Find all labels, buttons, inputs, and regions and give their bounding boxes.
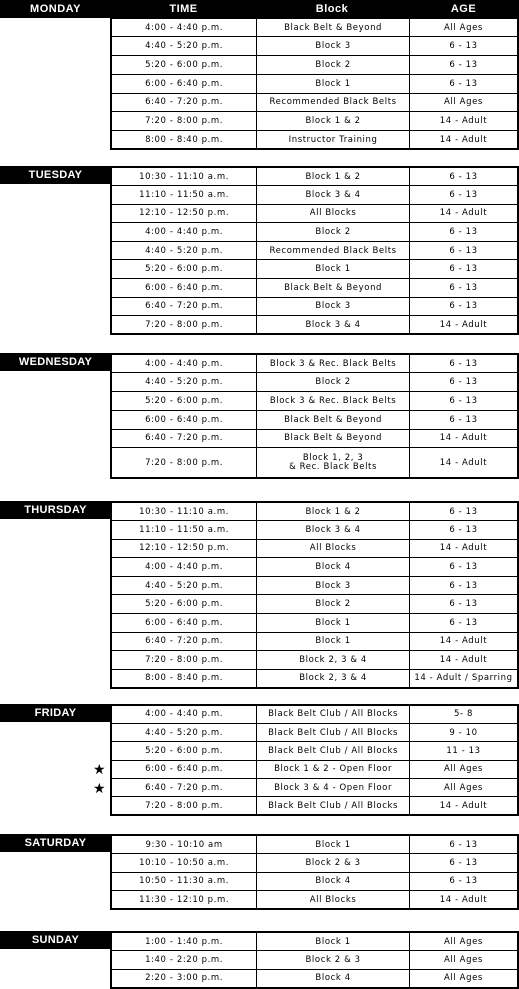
class-age-cell: 6 - 13 <box>409 56 518 75</box>
class-time-cell: 4:00 - 4:40 p.m. <box>111 705 257 723</box>
class-row <box>111 539 518 558</box>
class-age-cell: 6 - 13 <box>409 576 518 595</box>
class-row <box>111 112 518 131</box>
class-row <box>111 373 518 392</box>
class-row <box>111 354 518 373</box>
class-row <box>111 705 518 723</box>
class-age-cell: All Ages <box>409 93 518 112</box>
class-block-cell: Block 2 <box>257 56 410 75</box>
class-time-cell: 4:40 - 5:20 p.m. <box>111 723 257 741</box>
class-block-cell: Block 4 <box>257 558 410 577</box>
day-label-wednesday: WEDNESDAY <box>0 353 111 371</box>
class-block-cell: Block 2 <box>257 223 410 242</box>
class-age-cell: All Ages <box>409 951 518 970</box>
class-block-cell: Block 1 & 2 - Open Floor <box>257 760 410 778</box>
star-icon: ★ <box>93 762 106 779</box>
schedule-header <box>0 0 519 18</box>
class-age-cell: 6 - 13 <box>409 521 518 540</box>
class-age-cell: 14 - Adult <box>409 204 518 223</box>
class-block-cell: Block 3 <box>257 37 410 56</box>
class-block-cell: Black Belt Club / All Blocks <box>257 705 410 723</box>
class-time-cell: 4:00 - 4:40 p.m. <box>111 558 257 577</box>
class-block-cell: Instructor Training <box>257 131 410 150</box>
class-age-cell: 6 - 13 <box>409 186 518 205</box>
class-age-cell: 6 - 13 <box>409 167 518 186</box>
schedule-table-sunday <box>110 931 519 989</box>
class-row <box>111 131 518 150</box>
class-block-cell: Block 2, 3 & 4 <box>257 651 410 670</box>
class-age-cell: All Ages <box>409 18 518 37</box>
class-time-cell: 12:10 - 12:50 p.m. <box>111 539 257 558</box>
class-row <box>111 186 518 205</box>
class-block-cell: Black Belt Club / All Blocks <box>257 797 410 815</box>
class-row <box>111 835 518 854</box>
class-row <box>111 502 518 521</box>
class-age-cell: 14 - Adult <box>409 316 518 335</box>
class-row <box>111 93 518 112</box>
class-age-cell: 6 - 13 <box>409 872 518 891</box>
schedule-table-thursday <box>110 501 519 689</box>
class-block-cell: Block 1, 2, 3 & Rec. Black Belts <box>257 448 410 478</box>
class-time-cell: 6:00 - 6:40 p.m. <box>111 74 257 93</box>
class-age-cell: All Ages <box>409 932 518 951</box>
class-block-cell: Block 2, 3 & 4 <box>257 669 410 688</box>
class-block-cell: All Blocks <box>257 891 410 910</box>
class-age-cell: 14 - Adult / Sparring <box>409 669 518 688</box>
class-age-cell: 6 - 13 <box>409 373 518 392</box>
class-row <box>111 595 518 614</box>
class-row <box>111 779 518 797</box>
class-row <box>111 614 518 633</box>
class-block-cell: Block 3 <box>257 576 410 595</box>
class-block-cell: Block 4 <box>257 969 410 988</box>
class-block-cell: Block 3 <box>257 297 410 316</box>
class-block-cell: Block 2 <box>257 595 410 614</box>
class-row <box>111 669 518 688</box>
class-block-cell: Block 2 & 3 <box>257 854 410 873</box>
class-age-cell: 6 - 13 <box>409 614 518 633</box>
class-time-cell: 4:40 - 5:20 p.m. <box>111 241 257 260</box>
class-row <box>111 204 518 223</box>
class-time-cell: 12:10 - 12:50 p.m. <box>111 204 257 223</box>
class-block-cell: All Blocks <box>257 204 410 223</box>
class-row <box>111 167 518 186</box>
class-row <box>111 297 518 316</box>
class-time-cell: 11:10 - 11:50 a.m. <box>111 186 257 205</box>
class-time-cell: 10:30 - 11:10 a.m. <box>111 502 257 521</box>
class-row <box>111 872 518 891</box>
class-row <box>111 891 518 910</box>
schedule-table-tuesday <box>110 166 519 335</box>
class-age-cell: 6 - 13 <box>409 835 518 854</box>
day-label-tuesday: TUESDAY <box>0 166 111 184</box>
class-block-cell: Black Belt & Beyond <box>257 279 410 298</box>
class-block-cell: Recommended Black Belts <box>257 241 410 260</box>
day-label-saturday: SATURDAY <box>0 834 111 852</box>
class-time-cell: 6:40 - 7:20 p.m. <box>111 779 257 797</box>
class-time-cell: 5:20 - 6:00 p.m. <box>111 56 257 75</box>
class-age-cell: 14 - Adult <box>409 448 518 478</box>
class-row <box>111 316 518 335</box>
day-label-friday: FRIDAY <box>0 704 111 722</box>
class-age-cell: 14 - Adult <box>409 112 518 131</box>
class-time-cell: 5:20 - 6:00 p.m. <box>111 260 257 279</box>
class-block-cell: Black Belt & Beyond <box>257 410 410 429</box>
class-time-cell: 9:30 - 10:10 am <box>111 835 257 854</box>
class-time-cell: 1:40 - 2:20 p.m. <box>111 951 257 970</box>
class-time-cell: 4:00 - 4:40 p.m. <box>111 354 257 373</box>
class-row <box>111 797 518 815</box>
class-age-cell: 6 - 13 <box>409 595 518 614</box>
class-row <box>111 651 518 670</box>
class-time-cell: 10:30 - 11:10 a.m. <box>111 167 257 186</box>
class-row <box>111 260 518 279</box>
class-block-cell: Black Belt Club / All Blocks <box>257 723 410 741</box>
class-time-cell: 7:20 - 8:00 p.m. <box>111 797 257 815</box>
class-age-cell: All Ages <box>409 760 518 778</box>
block-column-header: Block <box>315 3 349 15</box>
class-block-cell: Block 1 & 2 <box>257 112 410 131</box>
class-time-cell: 4:40 - 5:20 p.m. <box>111 373 257 392</box>
class-time-cell: 6:00 - 6:40 p.m. <box>111 279 257 298</box>
class-block-cell: Block 1 & 2 <box>257 167 410 186</box>
schedule-table-monday <box>110 17 519 150</box>
class-age-cell: 9 - 10 <box>409 723 518 741</box>
class-block-cell: All Blocks <box>257 539 410 558</box>
class-block-cell: Block 3 & 4 - Open Floor <box>257 779 410 797</box>
class-time-cell: 7:20 - 8:00 p.m. <box>111 448 257 478</box>
class-row <box>111 576 518 595</box>
class-row <box>111 410 518 429</box>
class-block-cell: Block 3 & 4 <box>257 186 410 205</box>
class-block-cell: Block 4 <box>257 872 410 891</box>
class-age-cell: 6 - 13 <box>409 354 518 373</box>
class-time-cell: 4:00 - 4:40 p.m. <box>111 18 257 37</box>
class-row <box>111 632 518 651</box>
class-time-cell: 11:10 - 11:50 a.m. <box>111 521 257 540</box>
day-label-thursday: THURSDAY <box>0 501 111 519</box>
class-time-cell: 5:20 - 6:00 p.m. <box>111 392 257 411</box>
class-time-cell: 5:20 - 6:00 p.m. <box>111 595 257 614</box>
class-time-cell: 6:40 - 7:20 p.m. <box>111 93 257 112</box>
day-label-sunday: SUNDAY <box>0 931 111 949</box>
class-age-cell: 6 - 13 <box>409 854 518 873</box>
class-time-cell: 4:00 - 4:40 p.m. <box>111 223 257 242</box>
class-time-cell: 7:20 - 8:00 p.m. <box>111 316 257 335</box>
class-row <box>111 854 518 873</box>
class-age-cell: 6 - 13 <box>409 558 518 577</box>
class-row <box>111 521 518 540</box>
day-column-header: MONDAY <box>30 3 81 15</box>
class-time-cell: 1:00 - 1:40 p.m. <box>111 932 257 951</box>
class-age-cell: 14 - Adult <box>409 891 518 910</box>
class-age-cell: 6 - 13 <box>409 392 518 411</box>
age-column-header: AGE <box>450 3 477 15</box>
class-time-cell: 4:40 - 5:20 p.m. <box>111 37 257 56</box>
class-block-cell: Block 1 <box>257 74 410 93</box>
time-column-header: TIME <box>169 3 198 15</box>
class-row <box>111 760 518 778</box>
class-block-cell: Black Belt & Beyond <box>257 429 410 448</box>
class-age-cell: 6 - 13 <box>409 37 518 56</box>
class-time-cell: 6:00 - 6:40 p.m. <box>111 410 257 429</box>
class-block-cell: Block 1 <box>257 614 410 633</box>
class-age-cell: 14 - Adult <box>409 429 518 448</box>
class-age-cell: 6 - 13 <box>409 260 518 279</box>
class-age-cell: 14 - Adult <box>409 651 518 670</box>
schedule-table-friday <box>110 704 519 816</box>
class-age-cell: 14 - Adult <box>409 632 518 651</box>
class-age-cell: All Ages <box>409 969 518 988</box>
class-time-cell: 11:30 - 12:10 p.m. <box>111 891 257 910</box>
star-icon: ★ <box>93 780 106 797</box>
class-time-cell: 4:40 - 5:20 p.m. <box>111 576 257 595</box>
class-row <box>111 223 518 242</box>
class-row <box>111 74 518 93</box>
class-time-cell: 6:40 - 7:20 p.m. <box>111 632 257 651</box>
class-age-cell: All Ages <box>409 779 518 797</box>
class-age-cell: 14 - Adult <box>409 131 518 150</box>
class-row <box>111 241 518 260</box>
class-block-cell: Black Belt Club / All Blocks <box>257 742 410 760</box>
schedule-table-wednesday <box>110 353 519 479</box>
class-block-cell: Block 3 & Rec. Black Belts <box>257 392 410 411</box>
class-time-cell: 10:50 - 11:30 a.m. <box>111 872 257 891</box>
class-age-cell: 6 - 13 <box>409 410 518 429</box>
class-age-cell: 6 - 13 <box>409 223 518 242</box>
class-age-cell: 14 - Adult <box>409 539 518 558</box>
class-row <box>111 56 518 75</box>
class-block-cell: Block 3 & 4 <box>257 521 410 540</box>
class-time-cell: 6:40 - 7:20 p.m. <box>111 297 257 316</box>
class-age-cell: 6 - 13 <box>409 297 518 316</box>
class-row <box>111 18 518 37</box>
class-block-cell: Block 1 & 2 <box>257 502 410 521</box>
class-block-cell: Block 1 <box>257 260 410 279</box>
class-row <box>111 279 518 298</box>
class-row <box>111 558 518 577</box>
class-time-cell: 8:00 - 8:40 p.m. <box>111 131 257 150</box>
class-block-cell: Block 3 & Rec. Black Belts <box>257 354 410 373</box>
class-age-cell: 6 - 13 <box>409 279 518 298</box>
class-time-cell: 6:00 - 6:40 p.m. <box>111 614 257 633</box>
class-age-cell: 6 - 13 <box>409 241 518 260</box>
class-age-cell: 5- 8 <box>409 705 518 723</box>
class-row <box>111 932 518 951</box>
class-age-cell: 14 - Adult <box>409 797 518 815</box>
class-time-cell: 2:20 - 3:00 p.m. <box>111 969 257 988</box>
class-row <box>111 742 518 760</box>
class-age-cell: 6 - 13 <box>409 74 518 93</box>
class-block-cell: Block 3 & 4 <box>257 316 410 335</box>
class-row <box>111 448 518 478</box>
class-time-cell: 6:40 - 7:20 p.m. <box>111 429 257 448</box>
class-row <box>111 37 518 56</box>
class-age-cell: 11 - 13 <box>409 742 518 760</box>
class-block-cell: Block 2 & 3 <box>257 951 410 970</box>
class-row <box>111 392 518 411</box>
class-block-cell: Block 1 <box>257 835 410 854</box>
class-time-cell: 7:20 - 8:00 p.m. <box>111 651 257 670</box>
class-time-cell: 10:10 - 10:50 a.m. <box>111 854 257 873</box>
class-time-cell: 8:00 - 8:40 p.m. <box>111 669 257 688</box>
schedule-table-saturday <box>110 834 519 910</box>
class-time-cell: 5:20 - 6:00 p.m. <box>111 742 257 760</box>
class-row <box>111 969 518 988</box>
class-row <box>111 429 518 448</box>
class-block-cell: Black Belt & Beyond <box>257 18 410 37</box>
class-block-cell: Recommended Black Belts <box>257 93 410 112</box>
class-block-cell: Block 2 <box>257 373 410 392</box>
class-time-cell: 7:20 - 8:00 p.m. <box>111 112 257 131</box>
class-row <box>111 951 518 970</box>
class-block-cell: Block 1 <box>257 932 410 951</box>
class-row <box>111 723 518 741</box>
class-time-cell: 6:00 - 6:40 p.m. <box>111 760 257 778</box>
class-age-cell: 6 - 13 <box>409 502 518 521</box>
class-block-cell: Block 1 <box>257 632 410 651</box>
